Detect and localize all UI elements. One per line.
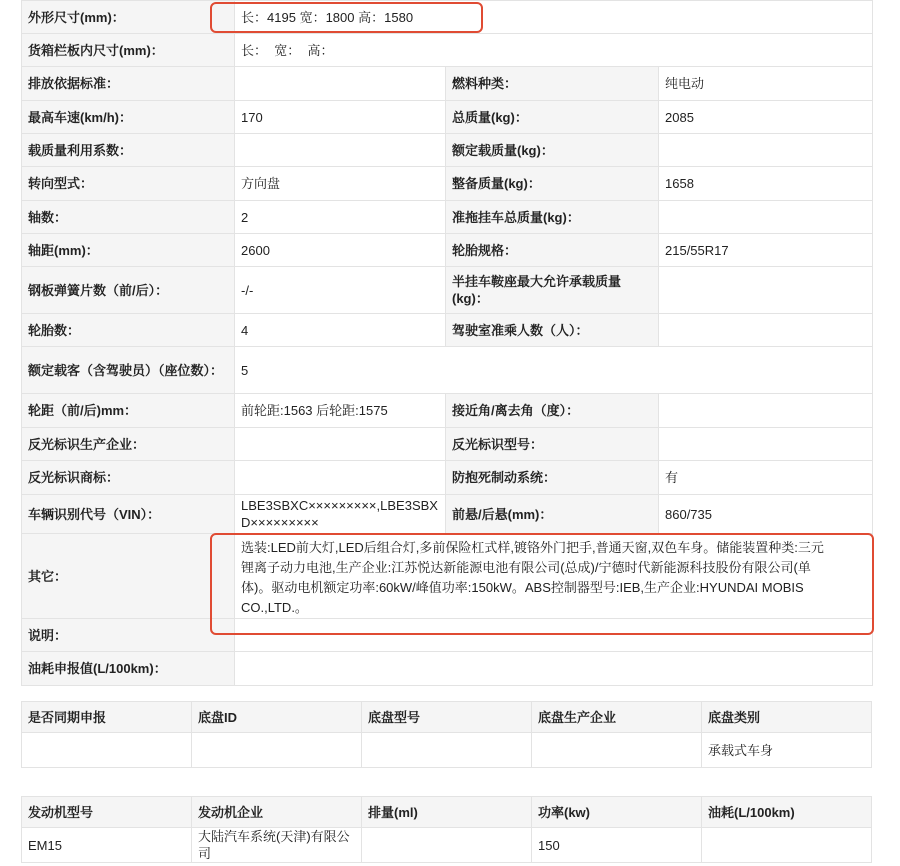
- spec-value: 纯电动: [659, 67, 873, 101]
- height-value: 1580: [384, 9, 414, 25]
- spec-value: -/-: [235, 267, 446, 314]
- spec-value: 4: [235, 314, 446, 347]
- spec-label: 整备质量(kg)：: [446, 167, 659, 201]
- chassis-cell: 承载式车身: [702, 733, 872, 768]
- spec-value: [659, 134, 873, 167]
- engine-cell: 大陆汽车系统(天津)有限公司: [192, 828, 362, 863]
- spec-row: [22, 267, 873, 314]
- note-label: 说明：: [22, 619, 235, 652]
- note-value: [235, 619, 873, 652]
- spec-label: 轮胎规格：: [446, 234, 659, 267]
- engine-header-cell: 排量(ml): [362, 797, 532, 828]
- spec-value: 有: [659, 461, 873, 495]
- spec-value: [235, 428, 446, 461]
- spec-value: [235, 134, 446, 167]
- spec-row: [22, 234, 873, 267]
- engine-cell: [362, 828, 532, 863]
- spec-label: 半挂车鞍座最大允许承载质量(kg)：: [446, 267, 659, 314]
- spec-label: 反光标识生产企业：: [22, 428, 235, 461]
- spec-label: 排放依据标准：: [22, 67, 235, 101]
- spec-row: [22, 167, 873, 201]
- spec-label: 轮胎数：: [22, 314, 235, 347]
- spec-label: 防抱死制动系统：: [446, 461, 659, 495]
- spec-row: [22, 67, 873, 101]
- spec-row-passengers: [22, 347, 873, 394]
- spec-row: [22, 461, 873, 495]
- dimensions-label: 外形尺寸(mm)：: [22, 1, 235, 34]
- spec-value: 方向盘: [235, 167, 446, 201]
- spec-row-note: [22, 619, 873, 652]
- spec-label: 轮距（前/后)mm：: [22, 394, 235, 428]
- chassis-cell: [22, 733, 192, 768]
- spec-value: LBE3SBXC×××××××××,LBE3SBXD×××××××××: [235, 495, 446, 534]
- chassis-header-cell: 底盘ID: [192, 702, 362, 733]
- chassis-header-cell: 底盘类别: [702, 702, 872, 733]
- spec-value: [659, 201, 873, 234]
- spec-label: 轴距(mm)：: [22, 234, 235, 267]
- chassis-cell: [192, 733, 362, 768]
- fuel-value: [235, 652, 873, 686]
- spec-label: 总质量(kg)：: [446, 101, 659, 134]
- spec-label: 接近角/离去角（度）：: [446, 394, 659, 428]
- spec-label: 准拖挂车总质量(kg)：: [446, 201, 659, 234]
- spec-row: [22, 394, 873, 428]
- spec-value: [659, 394, 873, 428]
- chassis-header-row: [22, 702, 872, 733]
- spec-rows-a: [22, 67, 873, 347]
- engine-header-cell: 发动机型号: [22, 797, 192, 828]
- spec-row: [22, 495, 873, 534]
- chassis-data-row: [22, 733, 872, 768]
- engine-data-row: [22, 828, 872, 863]
- dimensions-value: 长：4195 宽：1800 高：1580: [235, 1, 873, 34]
- engine-table: [21, 796, 872, 863]
- spec-value: 2600: [235, 234, 446, 267]
- spec-value: 860/735: [659, 495, 873, 534]
- spec-row: [22, 201, 873, 234]
- engine-header-cell: 功率(kw): [532, 797, 702, 828]
- spec-label: 额定载质量(kg)：: [446, 134, 659, 167]
- engine-header-cell: 发动机企业: [192, 797, 362, 828]
- chassis-table: [21, 701, 872, 768]
- spec-label: 反光标识商标：: [22, 461, 235, 495]
- spec-value: 2: [235, 201, 446, 234]
- spec-value: [659, 267, 873, 314]
- spec-rows-b: [22, 394, 873, 534]
- cargo-label: 货箱栏板内尺寸(mm)：: [22, 34, 235, 67]
- spec-row-other: [22, 534, 873, 619]
- spec-value: 2085: [659, 101, 873, 134]
- vehicle-spec-table: [21, 0, 873, 686]
- spec-value: [235, 67, 446, 101]
- chassis-cell: [362, 733, 532, 768]
- spec-label: 前悬/后悬(mm)：: [446, 495, 659, 534]
- spec-value: 前轮距:1563 后轮距:1575: [235, 394, 446, 428]
- spec-row: [22, 134, 873, 167]
- engine-cell: EM15: [22, 828, 192, 863]
- spec-row-cargo: [22, 34, 873, 67]
- passengers-value: 5: [235, 347, 873, 394]
- cargo-value: 长： 宽： 高：: [235, 34, 873, 67]
- engine-header-row: [22, 797, 872, 828]
- spec-label: 驾驶室准乘人数（人）：: [446, 314, 659, 347]
- fuel-label: 油耗申报值(L/100km)：: [22, 652, 235, 686]
- passengers-label: 额定载客（含驾驶员）（座位数）：: [22, 347, 235, 394]
- spec-row: [22, 428, 873, 461]
- spec-row: [22, 314, 873, 347]
- spec-value: [659, 428, 873, 461]
- spec-label: 载质量利用系数：: [22, 134, 235, 167]
- spec-label: 转向型式：: [22, 167, 235, 201]
- width-value: 1800: [325, 9, 355, 25]
- engine-cell: [702, 828, 872, 863]
- spec-row: [22, 101, 873, 134]
- engine-header-cell: 油耗(L/100km): [702, 797, 872, 828]
- spec-label: 反光标识型号：: [446, 428, 659, 461]
- spec-label: 钢板弹簧片数（前/后）：: [22, 267, 235, 314]
- other-label: 其它：: [22, 534, 235, 619]
- spec-label: 燃料种类：: [446, 67, 659, 101]
- length-value: 4195: [267, 9, 296, 25]
- other-value: 选装:LED前大灯,LED后组合灯,多前保险杠式样,镀铬外门把手,普通天窗,双色车身。储能装置种类:三元锂离子动力电池,生产企业:江苏悦达新能源电池有限公司(总成)/宁德时代新能源科技股份有限公司(单体)。驱动电机额定功率:60kW/峰值功率:150kW。ABS控制器型号:IEB,生产企业:HYUNDAI MOBIS CO.,LTD.。: [235, 534, 873, 619]
- spec-value: 215/55R17: [659, 234, 873, 267]
- engine-cell: 150: [532, 828, 702, 863]
- spec-label: 车辆识别代号（VIN）：: [22, 495, 235, 534]
- chassis-header-cell: 是否同期申报: [22, 702, 192, 733]
- chassis-header-cell: 底盘型号: [362, 702, 532, 733]
- chassis-cell: [532, 733, 702, 768]
- spec-value: [659, 314, 873, 347]
- spec-value: [235, 461, 446, 495]
- chassis-header-cell: 底盘生产企业: [532, 702, 702, 733]
- spec-label: 轴数：: [22, 201, 235, 234]
- spec-label: 最高车速(km/h)：: [22, 101, 235, 134]
- spec-row-dimensions: [22, 1, 873, 34]
- spec-value: 170: [235, 101, 446, 134]
- spec-value: 1658: [659, 167, 873, 201]
- spec-row-fuel: [22, 652, 873, 686]
